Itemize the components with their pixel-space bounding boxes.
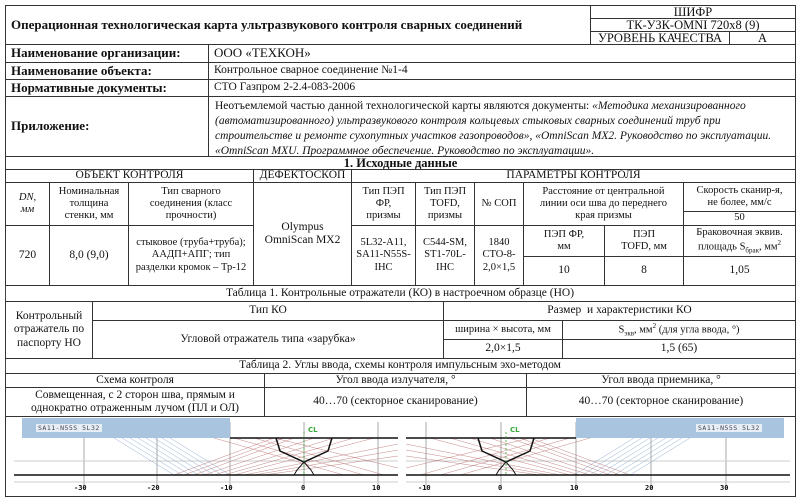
group-flaw-detector: ДЕФЕКТОСКОП [253, 169, 352, 183]
speed-value: 50 [683, 211, 796, 226]
centerline-label-left: CL [308, 426, 318, 434]
sop-value: 1840 СТО-8-2,0×1,5 [474, 225, 524, 286]
probe-label-right: SA11-N55S 5L32 [698, 424, 760, 432]
scheme-value: Совмещенная, с 2 сторон шва, прямым и однократно отраженным лучом (ПЛ и ОЛ) [5, 387, 265, 417]
appendix-plain: Неотъемлемой частью данной технологической карты являются документы: [215, 100, 593, 112]
sub-s-equiv [562, 320, 796, 340]
reject-area-unit: , мм [758, 241, 778, 253]
thickness-value: 8,0 (9,0) [49, 225, 129, 286]
section1-title: 1. Исходные данные [5, 156, 796, 170]
s-equiv-sub: экв [624, 329, 635, 338]
document-title: Операционная технологическая карта ультразвукового контроля сварных соединений [5, 5, 591, 45]
docs-value: СТО Газпром 2-2.4-083-2006 [208, 79, 796, 97]
reject-area-label: Браковочная эквив. площадь S [696, 227, 783, 253]
sub-pep-fr: ПЭП ФР, мм [523, 225, 605, 257]
docs-label: Нормативные документы: [5, 79, 209, 97]
col-distance: Расстояние от центральной линии оси шва до переднего края призмы [523, 182, 684, 226]
probe-label-left: SA11-N55S 5L32 [38, 424, 100, 432]
group-object: ОБЪЕКТ КОНТРОЛЯ [5, 169, 254, 183]
col-pep-fr: Тип ПЭП ФР, призмы [351, 182, 416, 226]
object-value: Контрольное сварное соединение №1-4 [208, 62, 796, 80]
col-reflector: Контрольный отражатель по паспорту НО [5, 301, 93, 359]
axis-tick-right-2: 10 [570, 484, 579, 492]
col-speed: Скорость сканир-я, не более, мм/с [683, 182, 796, 212]
scan-diagram-right [406, 418, 790, 494]
axis-tick-left-1: -20 [147, 484, 160, 492]
dist-fr-value: 10 [523, 256, 605, 286]
appendix-italic: «Методика механизированного (автоматизированного) ультразвукового контроля кольцевых стыковых сварных соединений труб при строительстве и ремонте сухопутных участков газопроводов», «OmniScan MX2. Руководство по эксплуатации. «OmniScan MXU. Программное обеспечение. Руководство по эксплуатации». [215, 100, 772, 157]
col-weld-type: Тип сварного соединения (класс прочности) [128, 182, 254, 226]
sub-width-height: ширина × высота, мм [443, 320, 563, 340]
reject-area-sup: 2 [777, 239, 782, 248]
appendix-label: Приложение: [5, 96, 209, 157]
col-scheme: Схема контроля [5, 373, 265, 388]
group-params: ПАРАМЕТРЫ КОНТРОЛЯ [351, 169, 796, 183]
cipher-label: ШИФР [590, 5, 796, 19]
col-ko-type: Тип КО [92, 301, 444, 321]
axis-tick-left-4: 10 [372, 484, 381, 492]
sub-reject-area [683, 225, 796, 257]
col-pep-tofd: Тип ПЭП TOFD, призмы [415, 182, 475, 226]
s-equiv-value: 1,5 (65) [562, 339, 796, 359]
weld-type-value: стыковое (труба+труба); ААДП+АПГ; тип разделки кромок – Тр-12 [128, 225, 254, 286]
s-equiv-sup: 2 [652, 322, 657, 331]
pep-fr-value: 5L32-A11, SA11-N55S-IHC [351, 225, 416, 286]
quality-label: УРОВЕНЬ КАЧЕСТВА [590, 31, 730, 45]
quality-value: А [729, 31, 796, 45]
s-equiv-label: S [618, 324, 625, 336]
axis-tick-right-4: 30 [720, 484, 729, 492]
receiver-angle-value: 40…70 (секторное сканирование) [526, 387, 796, 417]
axis-tick-right-3: 20 [645, 484, 654, 492]
dn-value: 720 [5, 225, 50, 286]
dist-tofd-value: 8 [604, 256, 684, 286]
scan-diagrams [5, 416, 796, 497]
s-equiv-unit: , мм [634, 324, 653, 336]
reject-area-sub: брак [745, 246, 759, 255]
centerline-label-right: CL [510, 426, 520, 434]
col-thickness: Номинальная толщина стенки, мм [49, 182, 129, 226]
org-value: ООО «ТЕХКОН» [208, 44, 796, 63]
org-label: Наименование организации: [5, 44, 209, 63]
scan-diagram-left [14, 418, 398, 494]
col-ko-size: Размер и характеристики КО [443, 301, 796, 321]
col-emitter-angle: Угол ввода излучателя, ° [264, 373, 527, 388]
table1-caption: Таблица 1. Контрольные отражатели (КО) в настроечном образце (НО) [225, 287, 575, 299]
sub-pep-tofd: ПЭП TOFD, мм [604, 225, 684, 257]
pep-tofd-value: C544-SM, ST1-70L-IHC [415, 225, 475, 286]
emitter-angle-value: 40…70 (секторное сканирование) [264, 387, 527, 417]
cipher-value: ТК-УЗК-OMNI 720x8 (9) [590, 18, 796, 32]
col-dn: DN, мм [5, 182, 50, 226]
s-equiv-tail: (для угла ввода, °) [656, 324, 740, 336]
flaw-detector-value: Olympus OmniScan MX2 [253, 182, 352, 286]
axis-tick-right-0: -10 [418, 484, 431, 492]
axis-tick-left-2: -10 [220, 484, 233, 492]
axis-tick-left-3: 0 [301, 484, 306, 492]
appendix-value [208, 96, 796, 157]
col-sop: № СОП [474, 182, 524, 226]
table2-caption: Таблица 2. Углы ввода, схемы контроля импульсным эхо-методом [239, 359, 561, 371]
object-label: Наименование объекта: [5, 62, 209, 80]
reject-area-value: 1,05 [683, 256, 796, 286]
ko-type-value: Угловой отражатель типа «зарубка» [92, 320, 444, 359]
wh-value: 2,0×1,5 [443, 339, 563, 359]
axis-tick-left-0: -30 [74, 484, 87, 492]
axis-tick-right-1: 0 [498, 484, 503, 492]
col-receiver-angle: Угол ввода приемника, ° [526, 373, 796, 388]
